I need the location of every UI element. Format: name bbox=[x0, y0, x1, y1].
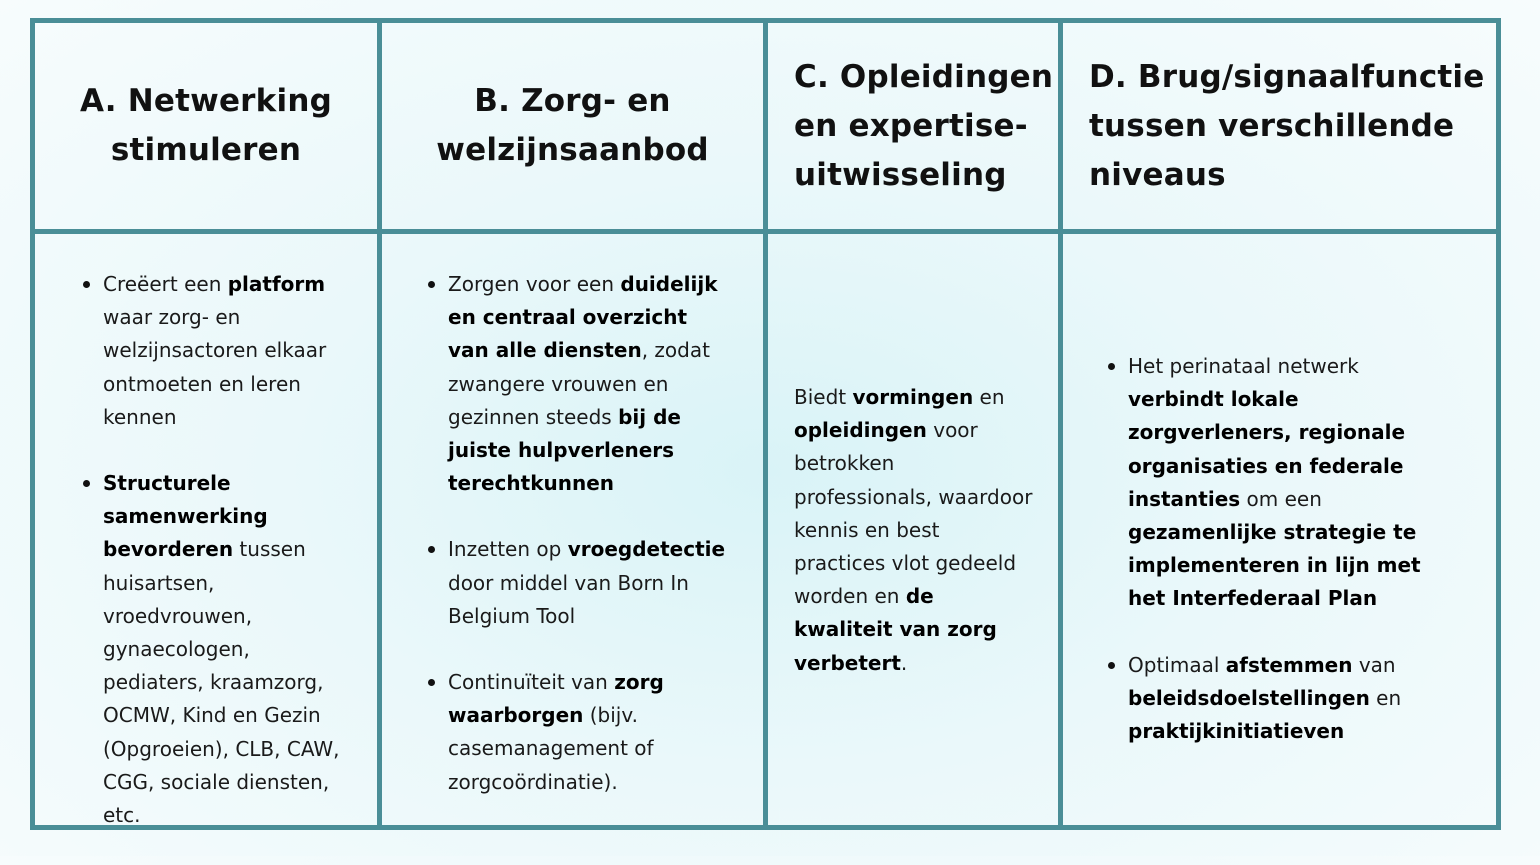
list-item bbox=[1108, 350, 1458, 616]
list-item bbox=[428, 666, 728, 799]
text-run: voor betrokken professionals, waardoor kennis en best practices vlot gedeeld worden en bbox=[794, 418, 1033, 609]
text-run: en bbox=[1369, 685, 1402, 710]
list-item bbox=[83, 467, 353, 832]
bold-text: opleidingen bbox=[794, 418, 927, 443]
content-cell-a bbox=[35, 234, 382, 828]
header-cell-c bbox=[768, 23, 1063, 234]
heading-line: C. Opleidingen bbox=[794, 58, 1054, 95]
heading-line: niveaus bbox=[1089, 156, 1226, 193]
list-item bbox=[83, 268, 353, 434]
header-cell-b bbox=[382, 23, 768, 234]
content-cell-d bbox=[1063, 234, 1496, 825]
text-run: Optimaal bbox=[1128, 652, 1226, 677]
text-run: Zorgen voor een bbox=[448, 272, 621, 296]
text-run: Het perinataal netwerk bbox=[1128, 354, 1359, 378]
header-cell-d bbox=[1063, 23, 1496, 234]
text-run: van bbox=[1352, 652, 1396, 677]
heading-c bbox=[768, 53, 1053, 200]
heading-line: stimuleren bbox=[110, 132, 302, 168]
paragraph-c bbox=[794, 381, 1034, 680]
bold-text: vroegdetectie bbox=[567, 537, 726, 562]
text-run: , zodat zwangere vrouwen en gezinnen steeds bbox=[448, 338, 710, 429]
bold-text: praktijkinitiatieven bbox=[1128, 719, 1345, 744]
list-item bbox=[428, 268, 728, 500]
heading-a bbox=[35, 77, 377, 175]
text-run: Continuïteit van bbox=[448, 670, 615, 695]
bullet-list-b bbox=[428, 268, 728, 799]
bold-text: zorg waarborgen bbox=[448, 670, 664, 728]
bold-text: verbindt lokale zorgverleners, regionale organisaties en federale instanties bbox=[1128, 387, 1406, 511]
content-cell-c bbox=[768, 234, 1063, 825]
heading-line: A. Netwerking bbox=[80, 83, 332, 119]
heading-line: en expertise- bbox=[794, 107, 1028, 144]
heading-line: tussen verschillende bbox=[1089, 107, 1455, 144]
header-cell-a bbox=[35, 23, 382, 234]
text-run: door middel van Born In Belgium Tool bbox=[448, 570, 689, 628]
bold-text: afstemmen bbox=[1225, 652, 1353, 677]
bold-text: beleidsdoelstellingen bbox=[1128, 685, 1370, 710]
list-item bbox=[428, 533, 728, 633]
text-run: . bbox=[900, 650, 908, 675]
text-run: om een bbox=[1240, 486, 1322, 511]
content-cell-b bbox=[382, 234, 768, 825]
bold-text: vormingen bbox=[852, 385, 974, 409]
text-run: Creëert een bbox=[103, 272, 228, 296]
text-run: (bijv. casemanagement of zorgcoördinatie). bbox=[448, 703, 654, 794]
text-run: en bbox=[973, 385, 1005, 409]
text-run: Biedt bbox=[794, 385, 853, 409]
network-functions-table bbox=[30, 18, 1501, 830]
bold-text: de kwaliteit van zorg verbetert bbox=[794, 584, 997, 675]
heading-line: B. Zorg- en bbox=[474, 83, 671, 119]
bold-text: platform bbox=[227, 272, 326, 296]
text-run: tussen huisartsen, vroedvrouwen, gynaecologen, pediaters, kraamzorg, OCMW, Kind en Gezin (Opgroeien), CLB, CAW, CGG, sociale diensten, etc. bbox=[103, 537, 340, 828]
heading-d bbox=[1063, 53, 1484, 200]
bold-text: Structurele samenwerking bevorderen bbox=[103, 471, 268, 562]
bold-text: bij de juiste hulpverleners terechtkunnen bbox=[448, 404, 681, 496]
bullet-list-a bbox=[83, 268, 353, 832]
heading-line: welzijnsaanbod bbox=[436, 132, 709, 168]
heading-line: uitwisseling bbox=[794, 156, 1007, 193]
text-run: waar zorg- en welzijnsactoren elkaar ontmoeten en leren kennen bbox=[103, 305, 327, 429]
heading-line: D. Brug/signaalfunctie bbox=[1089, 58, 1485, 95]
bullet-list-d bbox=[1108, 350, 1458, 748]
heading-b bbox=[382, 77, 763, 175]
text-run: Inzetten op bbox=[448, 537, 568, 562]
list-item bbox=[1108, 649, 1458, 749]
bold-text: duidelijk en centraal overzicht van alle diensten bbox=[448, 272, 718, 363]
bold-text: gezamenlijke strategie te implementeren in lijn met het Interfederaal Plan bbox=[1128, 520, 1421, 611]
